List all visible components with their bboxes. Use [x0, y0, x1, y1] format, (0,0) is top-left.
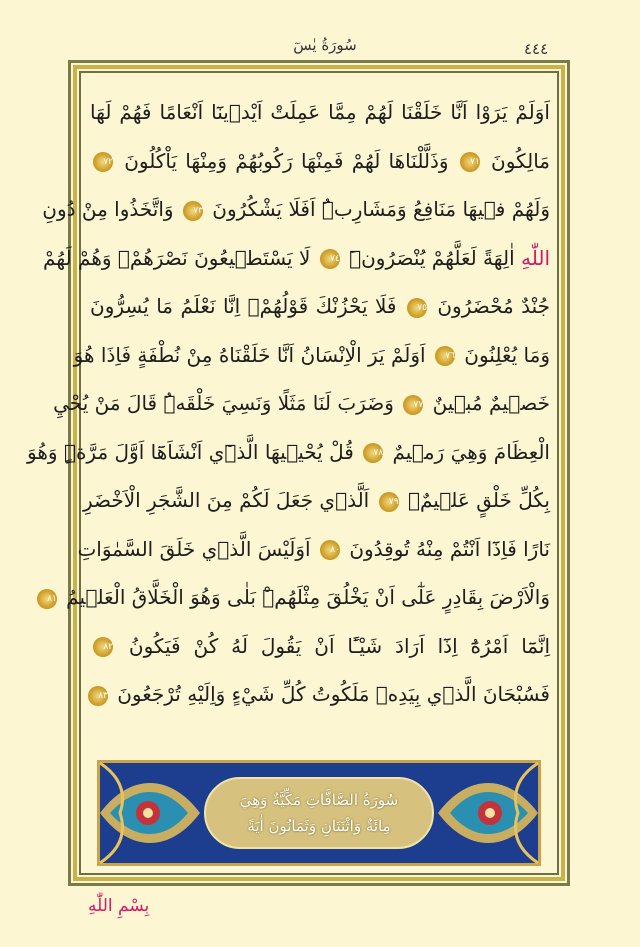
- verse-text: لَا يَسْتَط۪يعُونَ نَصْرَهُمْۙ وَهُمْ لَهُمْ: [43, 245, 311, 270]
- verse-number-marker: ٧٢: [93, 152, 113, 172]
- verse-text: اَلَّذ۪ي جَعَلَ لَكُمْ مِنَ الشَّجَرِ الْاَخْضَرِ: [82, 488, 370, 512]
- verse-text: فَلَا يَحْزُنْكَ قَوْلُهُمْۢ اِنَّا نَعْلَمُ مَا يُسِرُّونَ: [90, 294, 397, 318]
- arabesque-ornament-right: [418, 763, 538, 863]
- verse-line-5: [90, 282, 550, 331]
- verse-number-marker: ٧٤: [320, 249, 340, 269]
- verse-text: وَضَرَبَ لَنَا مَثَلًا وَنَسِيَ خَلْقَهُۜ قَالَ مَنْ يُحْيِ: [53, 391, 394, 415]
- verse-text: خَص۪يمٌ مُب۪ينٌ: [432, 391, 550, 415]
- verse-line-3: [42, 185, 550, 234]
- verse-number-marker: ٨٢: [93, 637, 113, 657]
- verse-line-2: [90, 137, 550, 186]
- verse-line-6: [73, 331, 550, 380]
- verse-text: وَاتَّخَذُوا مِنْ دُونِ: [42, 197, 174, 221]
- verse-text: نَارًا فَاِذَٓا اَنْتُمْ مِنْهُ تُوقِدُونَ: [349, 536, 550, 561]
- divine-name-highlight: اللّٰهِ: [521, 245, 550, 270]
- verse-number-marker: ٧١: [460, 152, 480, 172]
- verse-line-4: [43, 234, 550, 283]
- verse-text: اٰلِهَةً لَعَلَّهُمْ يُنْصَرُونَۜ: [349, 245, 515, 270]
- verse-line-8: [27, 428, 550, 477]
- verse-text: وَمَا يُعْلِنُونَ: [464, 342, 550, 367]
- verse-line-1: [90, 88, 550, 137]
- verse-text: اِنَّمَٓا اَمْرُهُٓ اِذَٓا اَرَادَ شَيْـًٔا اَنْ يَقُولَ لَهُ كُنْ فَيَكُونُ: [128, 633, 550, 658]
- verse-line-7: [53, 379, 550, 428]
- verse-text: فَسُبْحَانَ الَّذ۪ي بِيَدِه۪ مَلَكُوتُ كُلِّ شَيْءٍ وَاِلَيْهِ تُرْجَعُونَ: [117, 682, 550, 706]
- verse-text: قُلْ يُحْي۪يهَا الَّذ۪ٓي اَنْشَاَهَٓا اَوَّلَ مَرَّةٍۜ وَهُوَ: [27, 439, 354, 464]
- verse-line-9: [82, 476, 550, 525]
- verse-text: اَوَلَمْ يَرَ الْاِنْسَانُ اَنَّا خَلَقْنَاهُ مِنْ نُطْفَةٍ فَاِذَا هُوَ: [73, 342, 426, 367]
- verse-text-area: [27, 88, 551, 719]
- verse-line-10: [77, 525, 550, 574]
- verse-text: وَالْاَرْضَ بِقَادِرٍ عَلٰٓى اَنْ يَخْلُقَ مِثْلَهُمْۜ بَلٰى وَهُوَ الْخَلَّاقُ الْعَل۪يمُ: [66, 585, 550, 609]
- page-number: ٤٤٤: [524, 40, 549, 58]
- arabesque-ornament-left: [100, 763, 220, 863]
- verse-number-marker: ٨٣: [88, 686, 108, 706]
- verse-line-12: [90, 622, 550, 671]
- catchword-bismillah: بِسْمِ اللّٰهِ: [88, 896, 150, 916]
- verse-number-marker: ٨٠: [320, 540, 340, 560]
- verse-text: جُنْدٌ مُحْضَرُونَ: [437, 294, 551, 318]
- surah-title: سُورَةُ يٰسٓ: [293, 36, 357, 54]
- verse-line-13: [90, 670, 550, 719]
- verse-number-marker: ٧٨: [363, 443, 383, 463]
- verse-number-marker: ٧٦: [435, 346, 455, 366]
- surah-info-plaque: [204, 777, 434, 849]
- verse-text: الْعِظَامَ وَهِيَ رَم۪يمٌ: [392, 439, 550, 464]
- verse-number-marker: ٨١: [37, 589, 57, 609]
- verse-number-marker: ٧٣: [183, 201, 203, 221]
- verse-number-marker: ٧٥: [407, 298, 427, 318]
- verse-text: مَالِكُونَ: [491, 148, 550, 173]
- verse-text: اَوَلَمْ يَرَوْا اَنَّا خَلَقْنَا لَهُمْ مِمَّا عَمِلَتْ اَيْد۪ينَٓا اَنْعَامًا فَهُمْ لَهَا: [90, 100, 550, 124]
- verse-number-marker: ٧٩: [379, 492, 399, 512]
- verse-text: بِكُلِّ خَلْقٍ عَل۪يمٌۙ: [407, 488, 550, 512]
- verse-text: وَلَهُمْ ف۪يهَا مَنَافِعُ وَمَشَارِبُۜ اَفَلَا يَشْكُرُونَ: [212, 197, 550, 221]
- page-header: [0, 0, 640, 60]
- verse-text: اَوَلَيْسَ الَّذ۪ي خَلَقَ السَّمٰوَاتِ: [77, 536, 311, 561]
- surah-info-line-1: سُورَةُ الصَّافَّاتِ مَكِّيَّةٌ وَهِيَ: [239, 791, 399, 809]
- verse-number-marker: ٧٧: [403, 395, 423, 415]
- verse-text: وَذَلَّلْنَاهَا لَهُمْ فَمِنْهَا رَكُوبُهُمْ وَمِنْهَا يَاْكُلُونَ: [124, 148, 449, 173]
- surah-info-line-2: مِائَةٌ وَاثْنَتَانِ وَثَمَانُونَ اٰيَةً: [247, 817, 391, 835]
- surah-title-banner: [97, 760, 541, 866]
- verse-line-11: [47, 573, 550, 622]
